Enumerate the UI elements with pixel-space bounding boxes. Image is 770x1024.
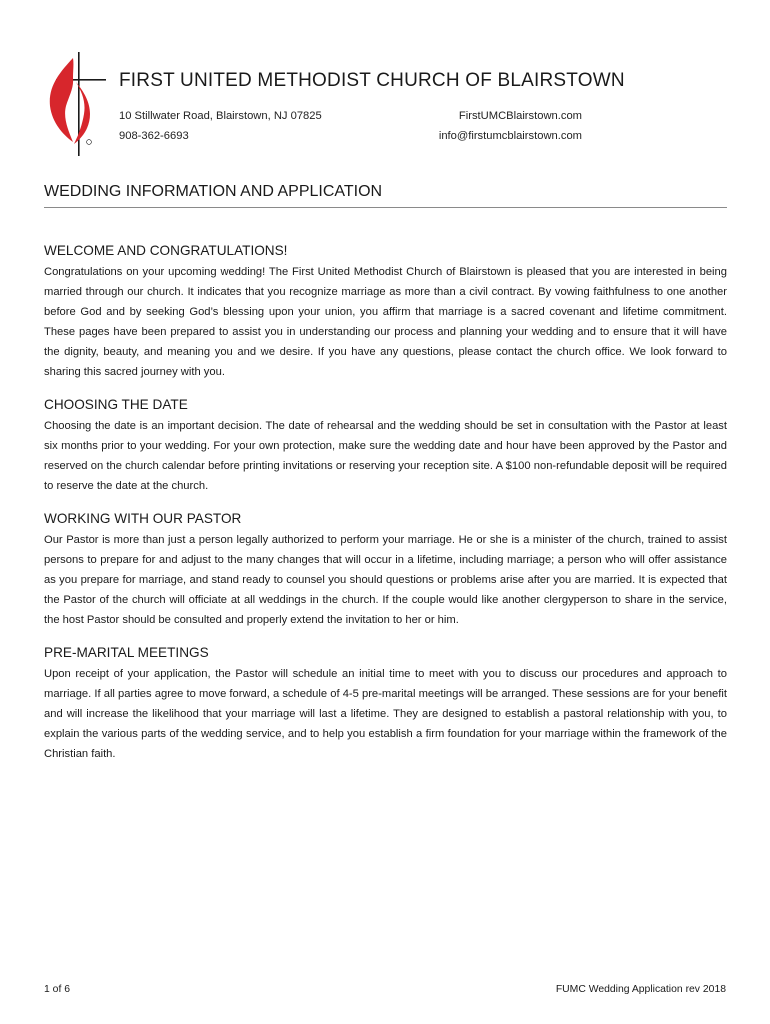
registered-mark xyxy=(87,140,92,145)
section-body: Congratulations on your upcoming wedding! The First United Methodist Church of Blairstown is pleased that you are interested in being married through our church. It indicates that you recognize marriage as more than a civil contract. By vowing faithfulness to one another before God and by seeking God’s blessing upon your union, you affirm that marriage is a sacred covenant and lifetime commitment. These pages have been prepared to assist you in understanding our process and planning your wedding and to ensure that it will have the dignity, beauty, and meaning you and we desire. If you have any questions, please contact the church office. We look forward to sharing this sacred journey with you. xyxy=(44,266,727,378)
flame-left-tongue xyxy=(50,58,74,142)
address: 10 Stillwater Road, Blairstown, NJ 07825 xyxy=(119,110,322,122)
section-heading: WELCOME AND CONGRATULATIONS! xyxy=(44,243,288,258)
website: FirstUMCBlairstown.com xyxy=(458,110,582,122)
section-pre-marital-meetings xyxy=(44,642,727,764)
document-content xyxy=(44,240,727,764)
section-body: Our Pastor is more than just a person legally authorized to perform your marriage. He or she is a minister of the church, trained to assist persons to prepare for and adjust to the many changes that will occur in a lifetime, including marriage; a person who will offer assistance as you prepare for marriage, and stand ready to counsel you should questions or problems arise after you are married. It is expected that the Pastor of the church will officiate at all weddings in the church. If the couple would like another clergyperson to share in the service, the host Pastor should be consulted and properly extend the invitation to her or him. xyxy=(44,534,727,626)
section-body: Upon receipt of your application, the Pastor will schedule an initial time to meet with you to discuss our procedures and approach to marriage. If all parties agree to move forward, a schedule of 4-5 pre-marital meetings will be arranged. These sessions are for your benefit and will increase the likelihood that your marriage will last a lifetime. They are designed to establish a pastoral relationship with you, to explain the various parts of the wedding service, and to help you establish a firm foundation for your marriage within the framework of the Christian faith. xyxy=(44,668,727,760)
section-working-with-pastor xyxy=(44,508,727,630)
section-heading: WORKING WITH OUR PASTOR xyxy=(44,511,242,526)
contact-right xyxy=(439,106,582,146)
flame-right-tongue xyxy=(74,82,90,144)
section-body: Choosing the date is an important decision. The date of rehearsal and the wedding should be set in consultation with the Pastor at least six months prior to your wedding. For your own protection, make sure the wedding date and hour have been approved by the Pastor and reserved on the church calendar before printing invitations or reserving your reception site. A $100 non-refundable deposit will be required to reserve the date at the church. xyxy=(44,420,727,492)
section-welcome xyxy=(44,240,727,382)
page-number: 1 of 6 xyxy=(44,984,70,995)
revision-label: FUMC Wedding Application rev 2018 xyxy=(555,984,726,995)
phone: 908-362-6693 xyxy=(119,130,189,142)
section-choosing-date xyxy=(44,394,727,496)
section-heading: CHOOSING THE DATE xyxy=(44,397,188,412)
email: info@firstumcblairstown.com xyxy=(438,130,582,142)
cross-and-flame-logo xyxy=(46,52,108,156)
church-name: FIRST UNITED METHODIST CHURCH OF BLAIRSTOWN xyxy=(119,70,625,91)
document-title: WEDDING INFORMATION AND APPLICATION xyxy=(44,183,727,208)
contact-left xyxy=(119,106,322,146)
section-heading: PRE-MARITAL MEETINGS xyxy=(44,645,209,660)
